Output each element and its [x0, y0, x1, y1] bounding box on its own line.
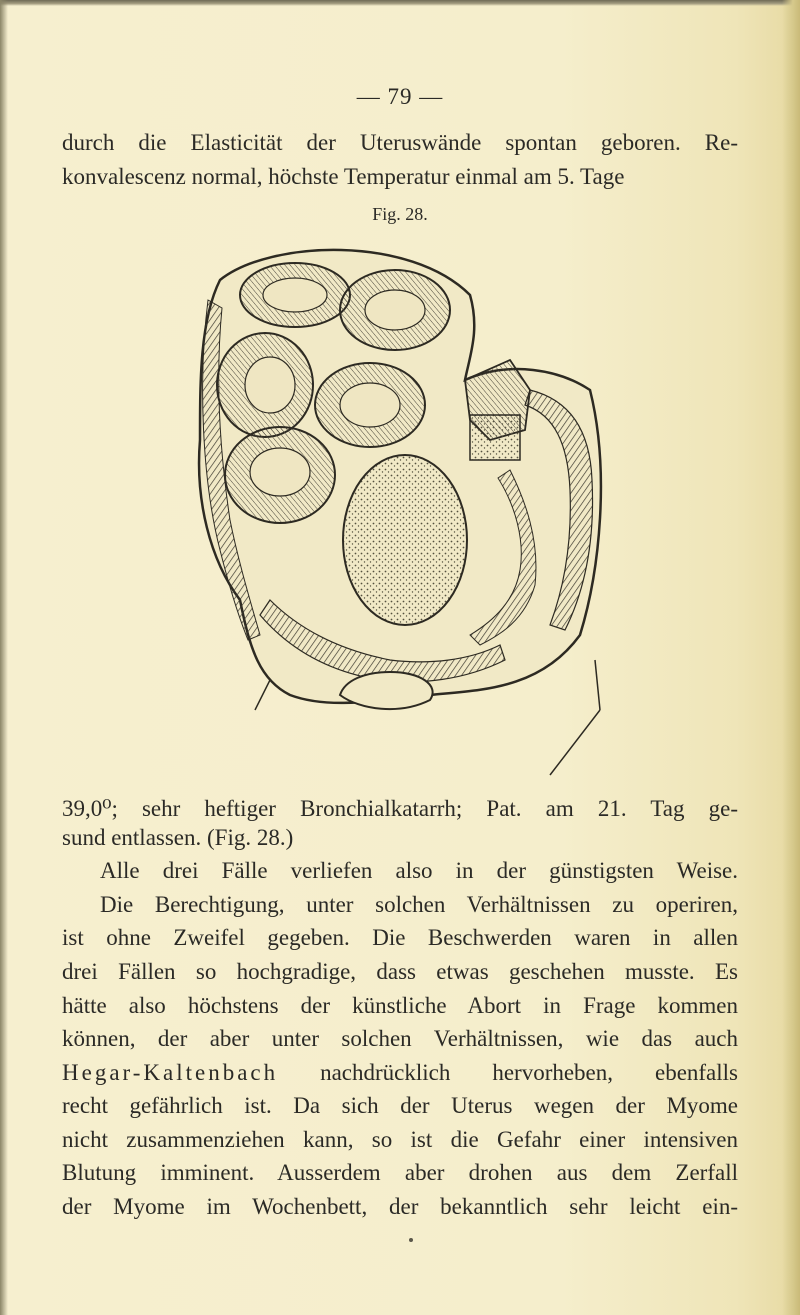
text-line: ist ohne Zweifel gegeben. Die Beschwerden waren in allen	[62, 925, 738, 950]
person-name: Hegar-Kaltenbach	[62, 1060, 279, 1085]
uterus-myoma-illustration	[180, 240, 620, 780]
text-line: nicht zusammenziehen kann, so ist die Gefahr einer intensiven	[62, 1127, 738, 1152]
page-left-edge	[0, 0, 8, 1315]
text-line: sund entlassen. (Fig. 28.)	[62, 825, 294, 850]
text-line: drei Fällen so hochgradige, dass etwas geschehen musste. Es	[62, 959, 738, 984]
text-line: der Myome im Wochenbett, der bekanntlich sehr leicht ein-	[62, 1194, 738, 1219]
text-line: können, der aber unter solchen Verhältnissen, wie das auch	[62, 1026, 738, 1051]
figure-caption: Fig. 28.	[372, 204, 428, 224]
text-line: Blutung imminent. Ausserdem aber drohen aus dem Zerfall	[62, 1160, 738, 1185]
text-line: konvalescenz normal, höchste Temperatur einmal am 5. Tage	[62, 164, 625, 189]
text-line: Alle drei Fälle verliefen also in der günstigsten Weise.	[100, 858, 738, 883]
page-top-edge	[0, 0, 800, 6]
text-line: 39,0⁰; sehr heftiger Bronchialkatarrh; Pat. am 21. Tag ge-	[62, 796, 738, 821]
signature-mark	[409, 1238, 413, 1242]
text-line: Die Berechtigung, unter solchen Verhältnissen zu operiren,	[100, 892, 738, 917]
text-line: recht gefährlich ist. Da sich der Uterus wegen der Myome	[62, 1093, 738, 1118]
page-number: — 79 —	[356, 84, 444, 109]
text-line: hätte also höchstens der künstliche Abort in Frage kommen	[62, 993, 738, 1018]
text-fragment: nachdrücklich hervorheben, ebenfalls	[320, 1060, 738, 1085]
page-right-edge	[782, 0, 800, 1315]
text-line: durch die Elasticität der Uteruswände spontan geboren. Re-	[62, 130, 738, 155]
text-line-hegar	[62, 1058, 738, 1088]
